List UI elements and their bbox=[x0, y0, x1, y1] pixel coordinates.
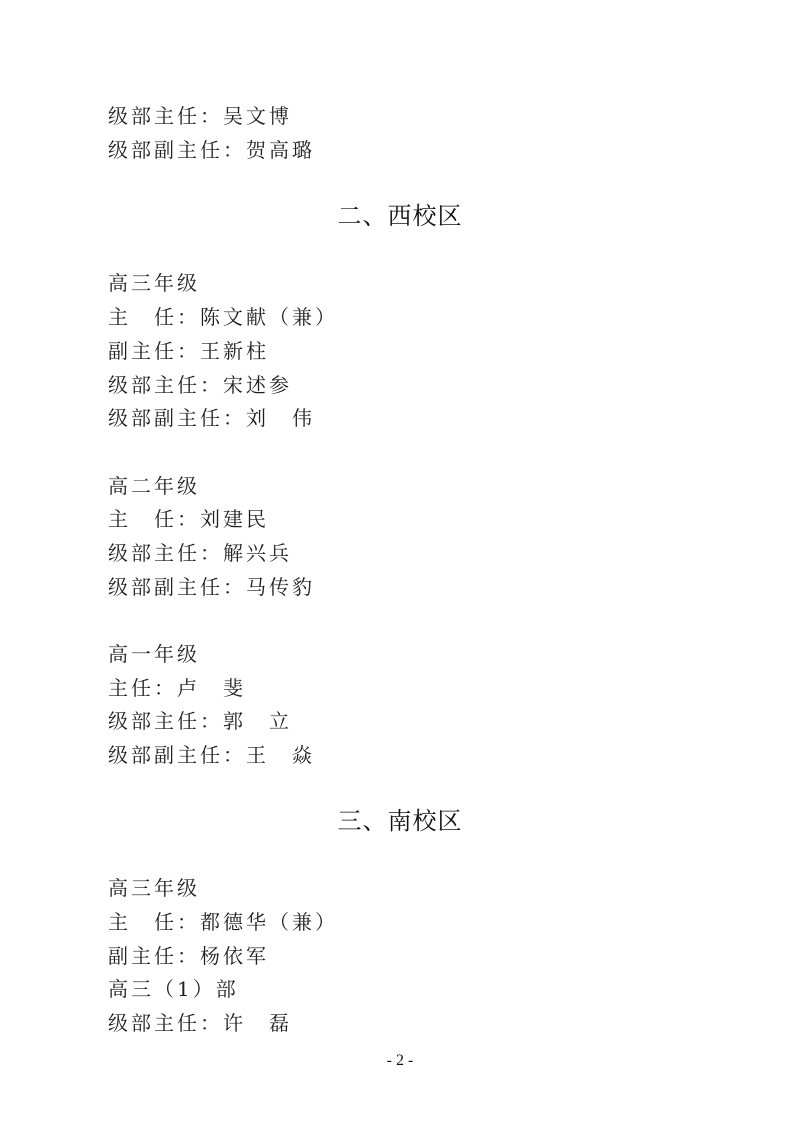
staff-line: 级部副主任：王 焱 bbox=[108, 743, 315, 767]
grade-title: 高二年级 bbox=[108, 474, 200, 498]
grade-title: 高一年级 bbox=[108, 642, 200, 666]
section-heading-south-campus: 三、南校区 bbox=[337, 807, 463, 835]
staff-line: 主任：卢 斐 bbox=[108, 676, 246, 700]
staff-line: 级部副主任：马传豹 bbox=[108, 575, 315, 599]
staff-line: 级部副主任：刘 伟 bbox=[108, 406, 315, 430]
grade-title: 高三年级 bbox=[108, 271, 200, 295]
staff-line: 主 任：陈文献（兼） bbox=[108, 305, 338, 329]
staff-line: 级部主任：郭 立 bbox=[108, 709, 292, 733]
staff-line: 级部主任：宋述参 bbox=[108, 373, 292, 397]
staff-line: 级部主任：解兴兵 bbox=[108, 541, 292, 565]
staff-line: 级部主任：许 磊 bbox=[108, 1011, 292, 1035]
staff-line: 高三（1）部 bbox=[108, 977, 239, 1001]
staff-line: 级部主任：吴文博 bbox=[108, 104, 292, 128]
staff-line: 主 任：刘建民 bbox=[108, 507, 269, 531]
staff-line: 级部副主任：贺高璐 bbox=[108, 138, 315, 162]
staff-line: 副主任：王新柱 bbox=[108, 339, 269, 363]
page-number: - 2 - bbox=[386, 1052, 414, 1069]
staff-line: 副主任：杨依军 bbox=[108, 944, 269, 968]
staff-line: 主 任：都德华（兼） bbox=[108, 910, 338, 934]
grade-title: 高三年级 bbox=[108, 876, 200, 900]
section-heading-west-campus: 二、西校区 bbox=[337, 202, 463, 230]
